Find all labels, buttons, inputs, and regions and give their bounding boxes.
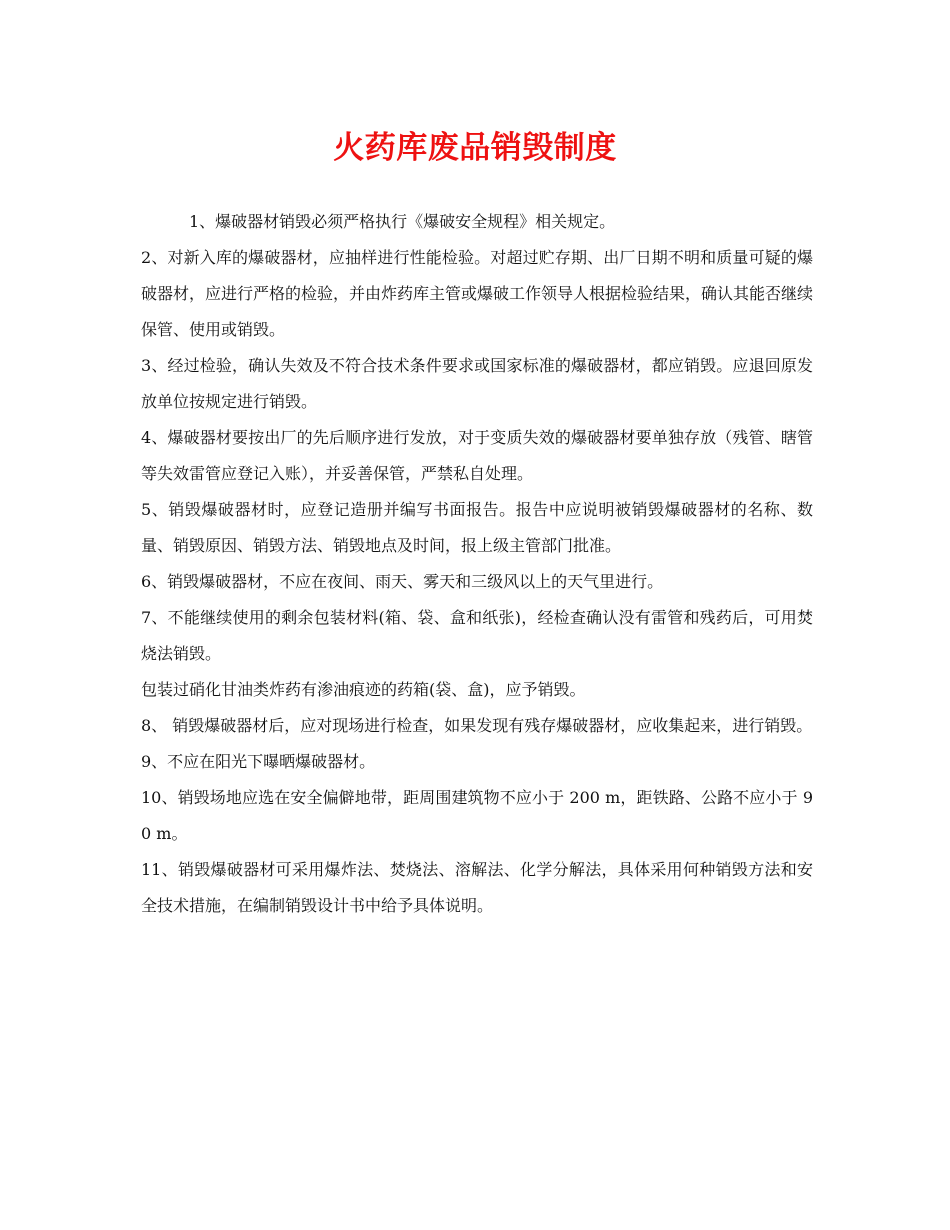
- document-body: [141, 204, 813, 924]
- paragraph-3: 3、经过检验，确认失效及不符合技术条件要求或国家标准的爆破器材，都应销毁。应退回原发放单位按规定进行销毁。: [141, 356, 813, 411]
- paragraph-10: 10、销毁场地应选在安全偏僻地带，距周围建筑物不应小于 200 m，距铁路、公路不应小于 90 m。: [141, 788, 813, 843]
- paragraph-4: 4、爆破器材要按出厂的先后顺序进行发放，对于变质失效的爆破器材要单独存放（残管、瞎管等失效雷管应登记入账），并妥善保管，严禁私自处理。: [141, 428, 813, 483]
- paragraph-11: 11、销毁爆破器材可采用爆炸法、焚烧法、溶解法、化学分解法，具体采用何种销毁方法和安全技术措施，在编制销毁设计书中给予具体说明。: [141, 860, 813, 915]
- paragraph-1: 1、爆破器材销毁必须严格执行《爆破安全规程》相关规定。: [189, 212, 616, 231]
- paragraph-2: 2、对新入库的爆破器材，应抽样进行性能检验。对超过贮存期、出厂日期不明和质量可疑的爆破器材，应进行严格的检验，并由炸药库主管或爆破工作领导人根据检验结果，确认其能否继续保管、使用或销毁。: [141, 248, 814, 339]
- document-title: 火药库废品销毁制度: [333, 130, 617, 166]
- paragraph-6: 6、销毁爆破器材，不应在夜间、雨天、雾天和三级风以上的天气里进行。: [141, 572, 664, 591]
- paragraph-8: 8、 销毁爆破器材后，应对现场进行检查，如果发现有残存爆破器材，应收集起来，进行销毁。: [141, 716, 813, 735]
- paragraph-7-note: 包装过硝化甘油类炸药有渗油痕迹的药箱(袋、盒)，应予销毁。: [141, 680, 586, 699]
- paragraph-5: 5、销毁爆破器材时，应登记造册并编写书面报告。报告中应说明被销毁爆破器材的名称、数量、销毁原因、销毁方法、销毁地点及时间，报上级主管部门批准。: [141, 500, 813, 555]
- paragraph-7: 7、不能继续使用的剩余包装材料(箱、袋、盒和纸张)，经检查确认没有雷管和残药后，可用焚烧法销毁。: [141, 608, 813, 663]
- paragraph-9: 9、不应在阳光下曝晒爆破器材。: [141, 752, 376, 771]
